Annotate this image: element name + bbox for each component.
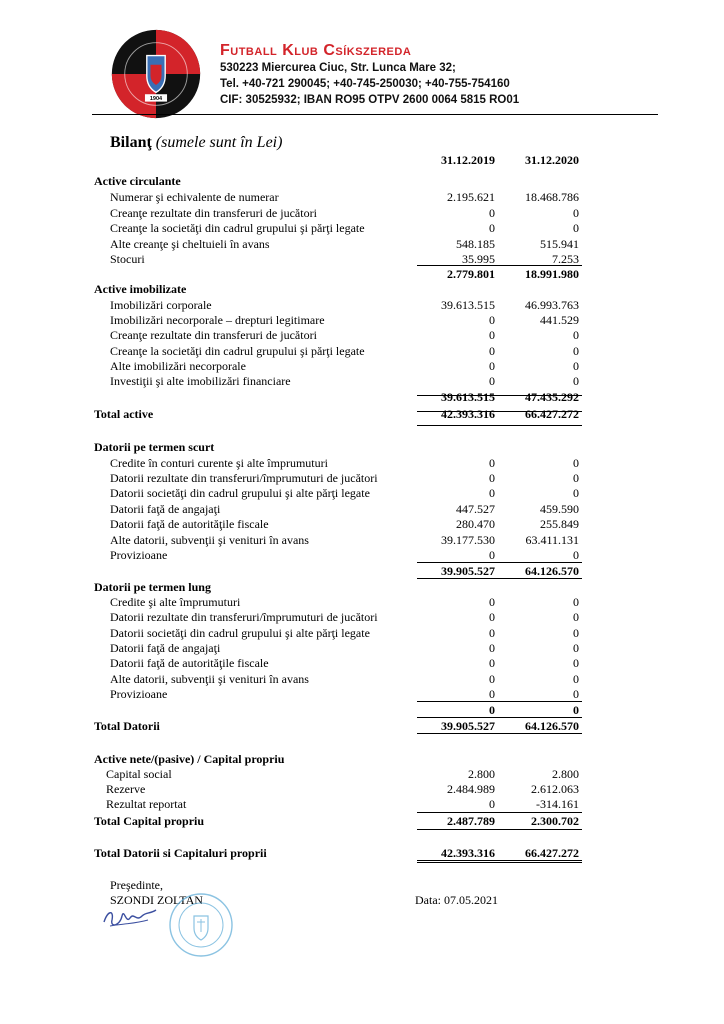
value-2020: 64.126.570 — [525, 564, 579, 578]
value-2020: 0 — [573, 471, 579, 485]
value-2019: 0 — [489, 471, 495, 485]
value-2020: 0 — [573, 626, 579, 640]
value-2019: 39.613.515 — [441, 298, 495, 312]
value-2019: 35.995 — [462, 252, 495, 266]
value-2020: 64.126.570 — [525, 719, 579, 733]
table-row — [0, 595, 724, 610]
table-row — [0, 846, 724, 861]
value-2020: 459.590 — [540, 502, 579, 516]
total-rule — [417, 862, 582, 863]
value-2019: 0 — [489, 548, 495, 562]
value-2020: 0 — [573, 548, 579, 562]
table-row — [0, 502, 724, 517]
value-2019: 447.527 — [456, 502, 495, 516]
value-2020: 0 — [573, 687, 579, 701]
table-row — [0, 252, 724, 267]
table-row — [0, 719, 724, 734]
value-2019: 0 — [489, 221, 495, 235]
table-row — [0, 206, 724, 221]
value-2020: 2.800 — [552, 767, 579, 781]
row-label: Datorii pe termen lung — [94, 580, 211, 594]
table-row — [0, 797, 724, 812]
value-2020: 7.253 — [552, 252, 579, 266]
value-2019: 548.185 — [456, 237, 495, 251]
row-label: Datorii faţă de autorităţile fiscale — [110, 517, 269, 531]
table-row — [0, 440, 724, 455]
club-name: Futball Klub Csíkszereda — [220, 42, 412, 59]
total-rule — [417, 829, 582, 830]
table-row — [0, 610, 724, 625]
row-label: Stocuri — [110, 252, 145, 266]
total-rule — [417, 733, 582, 734]
total-rule — [417, 395, 582, 396]
signatory-name: SZONDI ZOLTAN — [110, 893, 203, 907]
table-row — [0, 580, 724, 595]
row-label: Active imobilizate — [94, 282, 187, 296]
row-label: Imobilizări necorporale – drepturi legitimare — [110, 313, 325, 327]
value-2020: 0 — [573, 641, 579, 655]
value-2019: 0 — [489, 374, 495, 388]
table-row — [0, 703, 724, 718]
value-2020: -314.161 — [536, 797, 579, 811]
row-label: Datorii societăţi din cadrul grupului şi alte părţi legate — [110, 486, 370, 500]
value-2019: 0 — [489, 313, 495, 327]
row-label: Alte creanţe şi cheltuieli în avans — [110, 237, 270, 251]
table-row — [0, 344, 724, 359]
value-2019: 0 — [489, 626, 495, 640]
row-label: Datorii faţă de autorităţile fiscale — [110, 656, 269, 670]
value-2019: 0 — [489, 456, 495, 470]
value-2019: 0 — [489, 797, 495, 811]
row-label: Alte datorii, subvenţii şi venituri în avans — [110, 672, 309, 686]
table-row — [0, 174, 724, 189]
table-row — [0, 486, 724, 501]
value-2020: 0 — [573, 206, 579, 220]
table-row — [0, 282, 724, 297]
total-rule — [417, 860, 582, 861]
value-2019: 0 — [489, 595, 495, 609]
value-2020: 63.411.131 — [525, 533, 579, 547]
value-2020: 2.612.063 — [531, 782, 579, 796]
row-label: Datorii rezultate din transferuri/împrumuturi de jucători — [110, 610, 378, 624]
column-headers — [0, 153, 724, 168]
club-stamp — [168, 892, 234, 958]
table-row — [0, 814, 724, 829]
club-address: 530223 Miercurea Ciuc, Str. Lunca Mare 32; — [220, 62, 456, 74]
logo-year: 1904 — [149, 96, 163, 103]
total-rule — [417, 265, 582, 266]
table-row — [0, 564, 724, 579]
value-2019: 0 — [489, 672, 495, 686]
value-2019: 39.177.530 — [441, 533, 495, 547]
value-2020: 0 — [573, 359, 579, 373]
row-label: Alte imobilizări necorporale — [110, 359, 246, 373]
table-row — [0, 374, 724, 389]
total-rule — [417, 812, 582, 813]
row-label: Datorii faţă de angajaţi — [110, 502, 221, 516]
column-header-2020: 31.12.2020 — [525, 153, 579, 167]
value-2020: 0 — [573, 221, 579, 235]
table-row — [0, 767, 724, 782]
row-label: Creanţe la societăţi din cadrul grupului şi părţi legate — [110, 344, 365, 358]
row-label: Creanţe rezultate din transferuri de jucători — [110, 206, 317, 220]
row-label: Provizioane — [110, 548, 168, 562]
row-label: Alte datorii, subvenţii şi venituri în avans — [110, 533, 309, 547]
table-row — [0, 456, 724, 471]
row-label: Provizioane — [110, 687, 168, 701]
row-label: Total Datorii si Capitaluri proprii — [94, 846, 267, 860]
value-2019: 2.800 — [468, 767, 495, 781]
row-label: Numerar şi echivalente de numerar — [110, 190, 279, 204]
value-2019: 0 — [489, 610, 495, 624]
value-2019: 0 — [489, 206, 495, 220]
signature-scribble — [100, 902, 160, 932]
value-2019: 2.195.621 — [447, 190, 495, 204]
value-2020: 515.941 — [540, 237, 579, 251]
value-2020: 0 — [573, 328, 579, 342]
value-2019: 0 — [489, 703, 495, 717]
table-row — [0, 313, 724, 328]
row-label: Datorii societăţi din cadrul grupului şi alte părţi legate — [110, 626, 370, 640]
value-2019: 0 — [489, 656, 495, 670]
value-2019: 0 — [489, 687, 495, 701]
table-row — [0, 221, 724, 236]
row-label: Total Datorii — [94, 719, 160, 733]
value-2019: 2.487.789 — [447, 814, 495, 828]
row-label: Credite şi alte împrumuturi — [110, 595, 241, 609]
value-2019: 2.484.989 — [447, 782, 495, 796]
club-phones: Tel. +40-721 290045; +40-745-250030; +40-755-754160 — [220, 78, 510, 90]
value-2019: 39.613.515 — [441, 390, 495, 404]
table-row — [0, 548, 724, 563]
value-2019: 0 — [489, 328, 495, 342]
row-label: Rezultat reportat — [106, 797, 187, 811]
table-row — [0, 752, 724, 767]
row-label: Datorii pe termen scurt — [94, 440, 215, 454]
value-2020: 18.991.980 — [525, 267, 579, 281]
value-2019: 0 — [489, 486, 495, 500]
row-label: Active circulante — [94, 174, 181, 188]
value-2019: 0 — [489, 344, 495, 358]
table-row — [0, 298, 724, 313]
row-label: Creanţe rezultate din transferuri de jucători — [110, 328, 317, 342]
value-2020: 2.300.702 — [531, 814, 579, 828]
value-2019: 39.905.527 — [441, 564, 495, 578]
column-header-2019: 31.12.2019 — [441, 153, 495, 167]
report-date: Data: 07.05.2021 — [415, 893, 498, 907]
table-row — [0, 656, 724, 671]
total-rule — [417, 578, 582, 579]
table-row — [0, 237, 724, 252]
total-rule — [417, 411, 582, 412]
value-2020: 66.427.272 — [525, 407, 579, 421]
table-row — [0, 471, 724, 486]
value-2020: 66.427.272 — [525, 846, 579, 860]
value-2019: 2.779.801 — [447, 267, 495, 281]
row-label: Credite în conturi curente şi alte împrumuturi — [110, 456, 328, 470]
row-label: Total Capital propriu — [94, 814, 205, 828]
title-main: Bilanţ — [110, 134, 152, 151]
row-label: Capital social — [106, 767, 172, 781]
table-row — [0, 517, 724, 532]
table-row — [0, 407, 724, 422]
table-row — [0, 687, 724, 702]
total-rule — [417, 701, 582, 702]
value-2019: 42.393.316 — [441, 407, 495, 421]
value-2020: 0 — [573, 456, 579, 470]
table-row — [0, 782, 724, 797]
row-label: Datorii rezultate din transferuri/împrumuturi de jucători — [110, 471, 378, 485]
value-2020: 0 — [573, 656, 579, 670]
table-row — [0, 390, 724, 405]
row-label: Imobilizări corporale — [110, 298, 212, 312]
value-2019: 39.905.527 — [441, 719, 495, 733]
table-row — [0, 190, 724, 205]
value-2019: 0 — [489, 641, 495, 655]
value-2020: 0 — [573, 374, 579, 388]
value-2020: 0 — [573, 595, 579, 609]
value-2020: 47.435.292 — [525, 390, 579, 404]
total-rule — [417, 717, 582, 718]
table-row — [0, 533, 724, 548]
value-2019: 0 — [489, 359, 495, 373]
value-2020: 0 — [573, 486, 579, 500]
club-ids: CIF: 30525932; IBAN RO95 OTPV 2600 0064 5815 RO01 — [220, 94, 520, 106]
row-label: Datorii faţă de angajaţi — [110, 641, 221, 655]
table-row — [0, 641, 724, 656]
value-2019: 280.470 — [456, 517, 495, 531]
value-2020: 441.529 — [540, 313, 579, 327]
value-2020: 18.468.786 — [525, 190, 579, 204]
value-2020: 0 — [573, 672, 579, 686]
table-row — [0, 359, 724, 374]
table-row — [0, 328, 724, 343]
title-note: (sumele sunt în Lei) — [155, 134, 283, 151]
value-2020: 0 — [573, 344, 579, 358]
row-label: Rezerve — [106, 782, 146, 796]
total-rule — [417, 562, 582, 563]
row-label: Active nete/(pasive) / Capital propriu — [94, 752, 285, 766]
row-label: Total active — [94, 407, 154, 421]
row-label: Creanţe la societăţi din cadrul grupului şi părţi legate — [110, 221, 365, 235]
signatory-role: Preşedinte, — [110, 878, 163, 892]
row-label: Investiţii şi alte imobilizări financiare — [110, 374, 291, 388]
table-row — [0, 267, 724, 282]
table-row — [0, 672, 724, 687]
table-row — [0, 626, 724, 641]
value-2019: 42.393.316 — [441, 846, 495, 860]
value-2020: 46.993.763 — [525, 298, 579, 312]
value-2020: 0 — [573, 703, 579, 717]
total-rule — [417, 425, 582, 426]
value-2020: 0 — [573, 610, 579, 624]
value-2020: 255.849 — [540, 517, 579, 531]
